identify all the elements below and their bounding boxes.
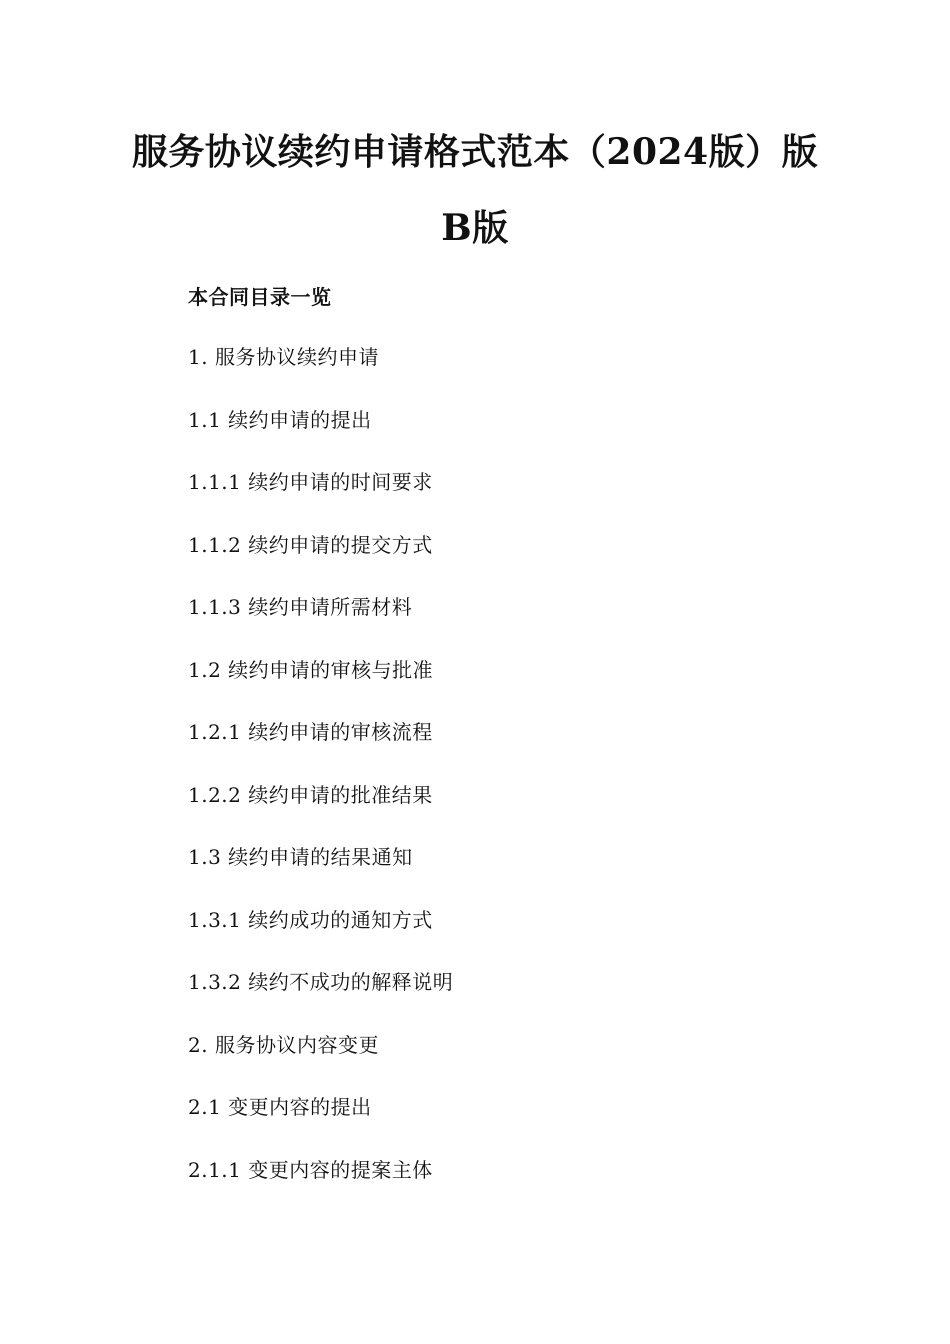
toc-item: 1.3.1 续约成功的通知方式 xyxy=(188,907,433,932)
toc-item: 2.1.1 变更内容的提案主体 xyxy=(188,1157,433,1182)
document-title-line-1: 服务协议续约申请格式范本（2024版）版 xyxy=(131,131,819,173)
toc-item: 1.2.1 续约申请的审核流程 xyxy=(188,720,433,744)
toc-item: 2. 服务协议内容变更 xyxy=(188,1032,379,1057)
toc-item: 1.1.3 续约申请所需材料 xyxy=(188,595,413,619)
toc-item: 1.2 续约申请的审核与批准 xyxy=(188,657,434,682)
toc-item: 1.3 续约申请的结果通知 xyxy=(188,845,413,869)
toc-heading: 本合同目录一览 xyxy=(188,285,332,309)
toc-item: 2.1 变更内容的提出 xyxy=(188,1095,372,1119)
toc-item: 1.1.2 续约申请的提交方式 xyxy=(188,532,433,557)
toc-item: 1.1 续约申请的提出 xyxy=(188,407,372,432)
toc-item: 1.1.1 续约申请的时间要求 xyxy=(188,470,433,494)
toc-item: 1. 服务协议续约申请 xyxy=(188,345,379,369)
table-of-contents xyxy=(188,343,453,1218)
toc-item: 1.3.2 续约不成功的解释说明 xyxy=(188,970,454,994)
document-title-line-2: B版 xyxy=(441,207,509,249)
toc-item: 1.2.2 续约申请的批准结果 xyxy=(188,782,433,807)
